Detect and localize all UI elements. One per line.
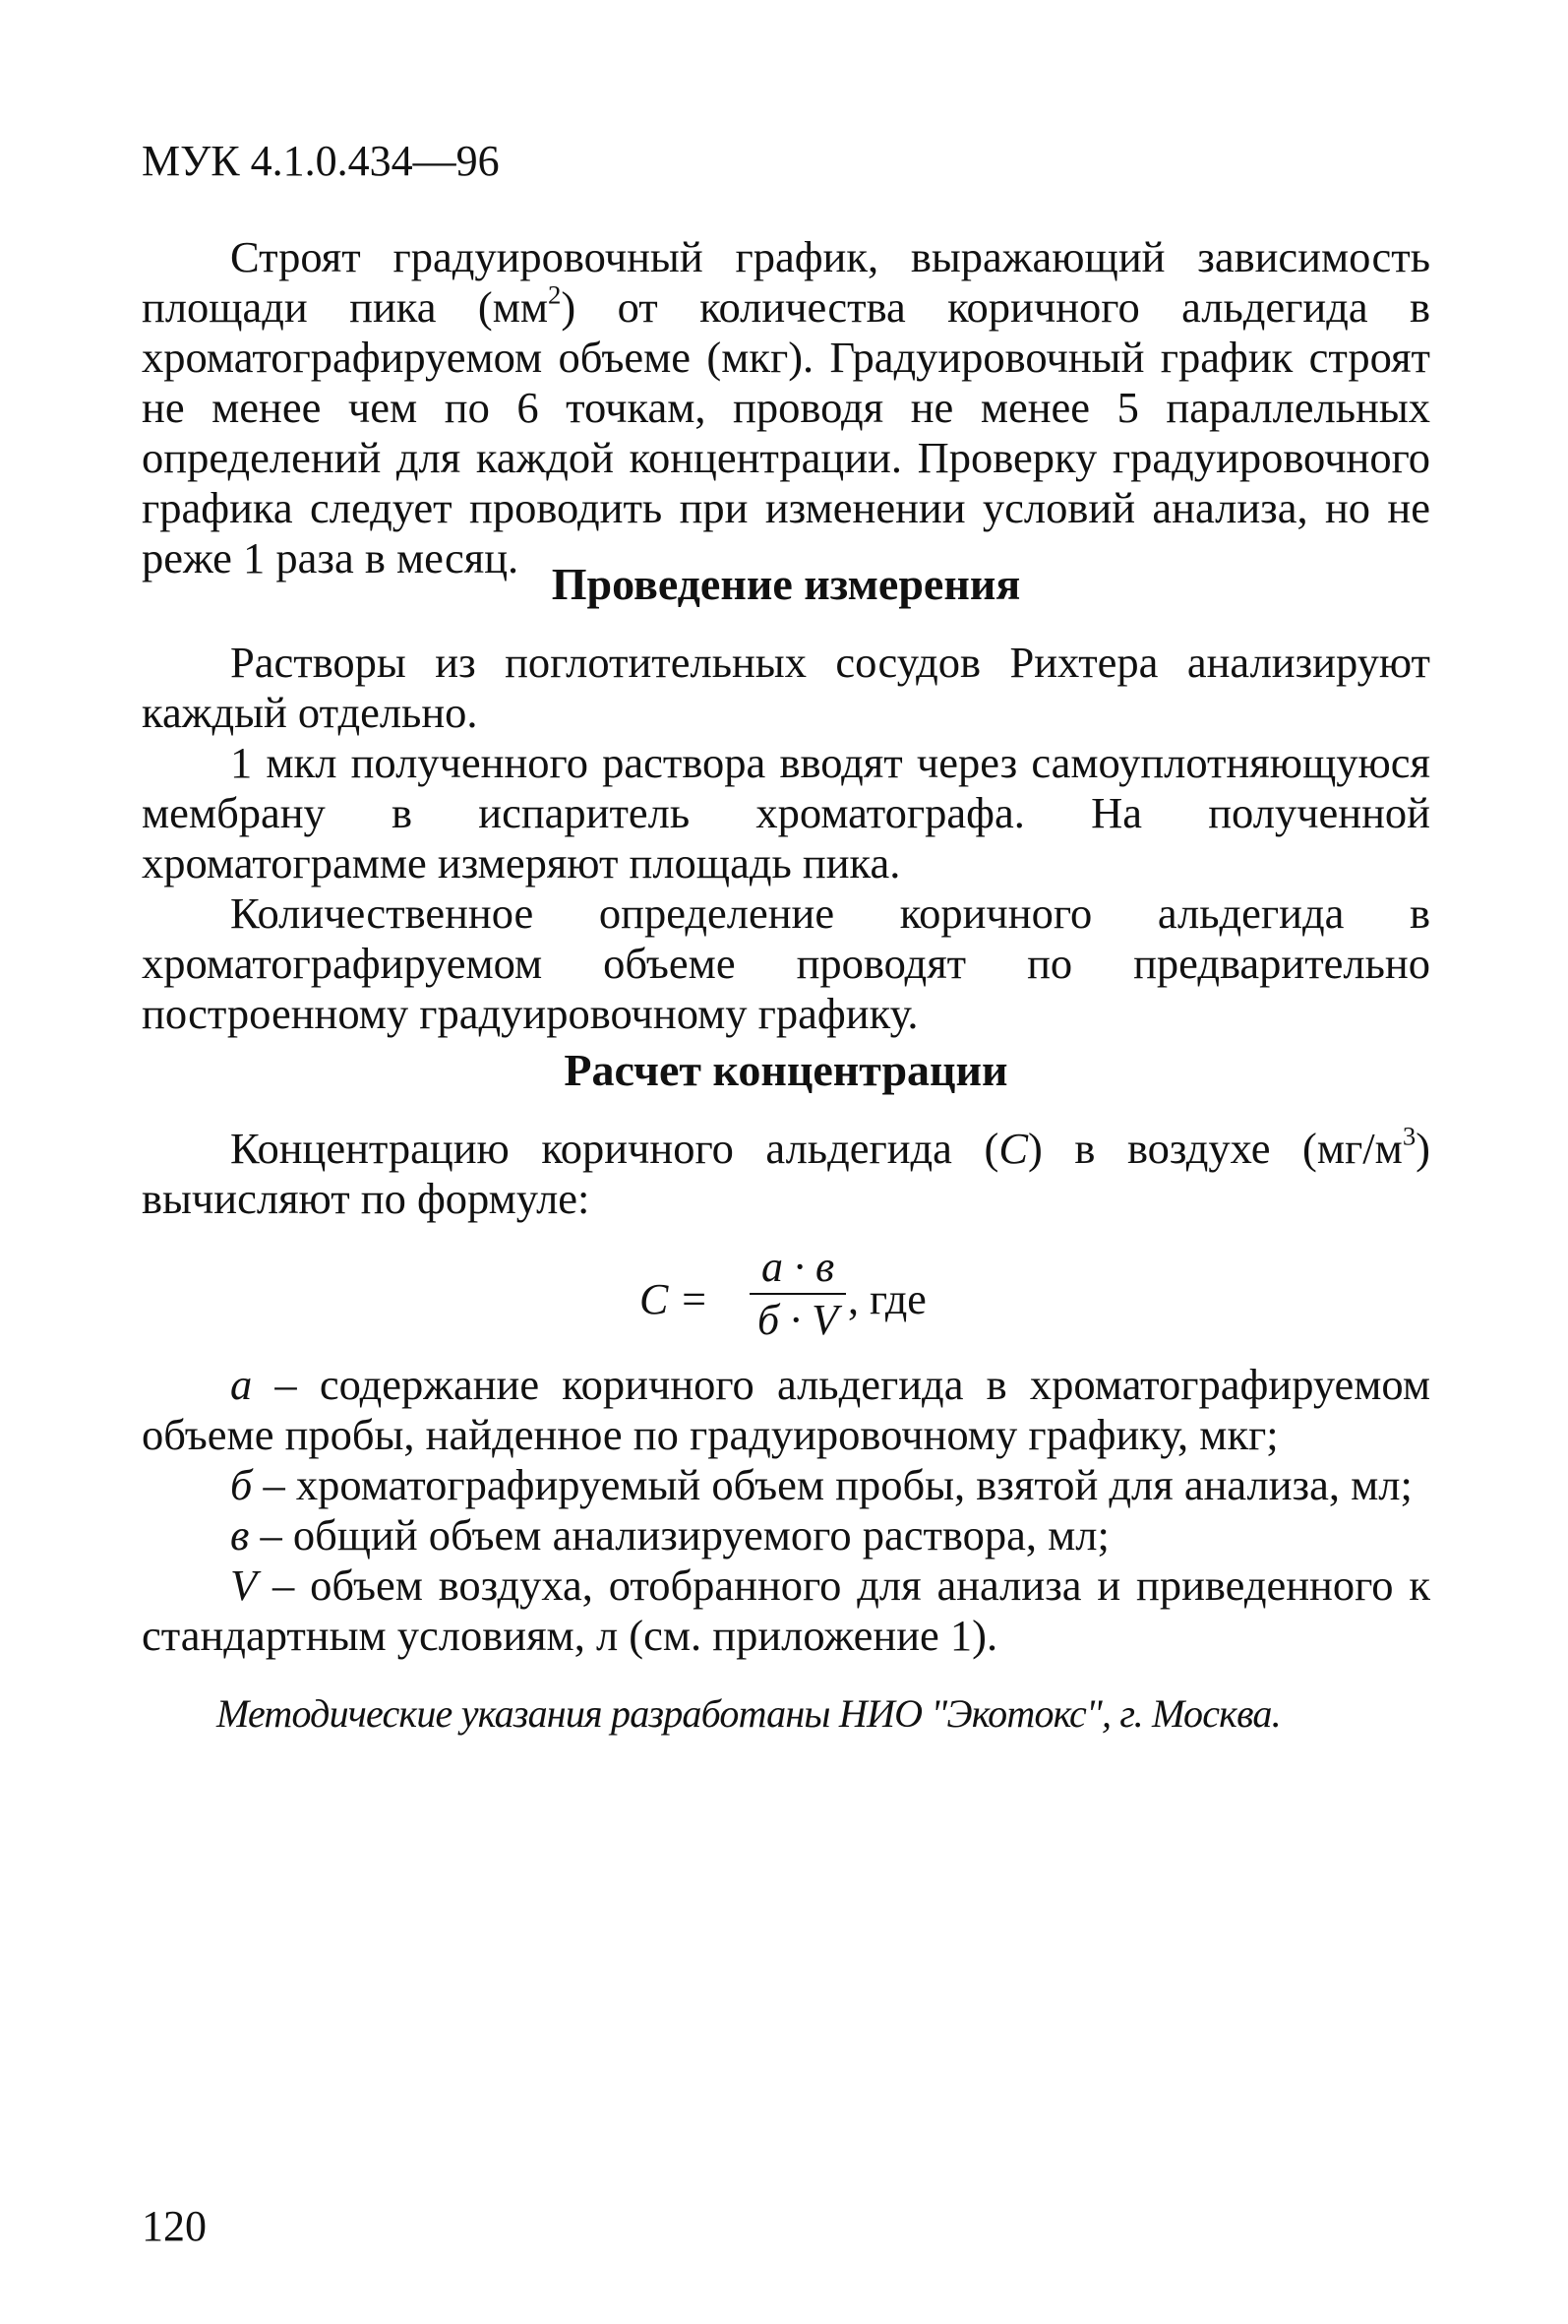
calc-intro-c: ) вычисляют по формуле:: [142, 1124, 1430, 1223]
definition-symbol: в: [230, 1510, 250, 1560]
definition-symbol: б: [230, 1460, 253, 1509]
intro-text-a: Строят градуировочный график, выражающий зависимость площади пика (мм: [142, 232, 1430, 332]
intro-superscript: 2: [548, 279, 562, 310]
definition-volume: [142, 1560, 1430, 1661]
definition-symbol: а: [230, 1360, 253, 1409]
document-code-header: МУК 4.1.0.434—96: [142, 137, 500, 185]
definition-text: – объем воздуха, отобранного для анализа и приведенного к стандартным условиям, л (см. приложение 1).: [142, 1560, 1430, 1660]
calc-intro-b: ) в воздухе (мг/м: [1028, 1124, 1403, 1173]
formula-lhs: С =: [639, 1275, 709, 1323]
definition-v: [142, 1510, 1430, 1560]
formula-fraction: [750, 1242, 846, 1346]
definition-a: [142, 1360, 1430, 1460]
calc-intro-a: Концентрацию коричного альдегида (: [230, 1124, 999, 1173]
measurement-section: [142, 559, 1430, 1039]
definition-text: – содержание коричного альдегида в хроматографируемом объеме пробы, найденное по градуировочному графику, мкг;: [142, 1360, 1430, 1459]
developer-note: Методические указания разработаны НИО "Экотокс", г. Москва.: [216, 1691, 1281, 1736]
calculation-section: [142, 1045, 1430, 1224]
definitions-list: [142, 1360, 1430, 1661]
definition-b: [142, 1460, 1430, 1510]
definition-text: – общий объем анализируемого раствора, мл;: [249, 1510, 1110, 1560]
calculation-heading: Расчет концентрации: [564, 1045, 1008, 1095]
formula-tail: , где: [848, 1275, 927, 1323]
definition-symbol: V: [230, 1560, 258, 1610]
measurement-paragraph-1: Растворы из поглотительных сосудов Рихтера анализируют каждый отдельно.: [142, 638, 1430, 737]
formula-numerator: а · в: [760, 1243, 835, 1291]
calculation-intro: [142, 1121, 1430, 1224]
definition-text: – хроматографируемый объем пробы, взятой для анализа, мл;: [252, 1460, 1413, 1509]
measurement-paragraph-2: 1 мкл полученного раствора вводят через самоуплотняющуюся мембрану в испаритель хроматографа. На полученной хроматограмме измеряют площадь пика.: [142, 738, 1430, 887]
intro-text-b: ) от количества коричного альдегида в хроматографируемом объеме (мкг). Градуировочный график строят не менее чем по 6 точкам, проводя не менее 5 параллельных определений для каждой концентрации. Проверку градуировочного графика следует проводить при изменении условий анализа, но не реже 1 раза в месяц.: [142, 282, 1431, 582]
formula-denominator: б · V: [756, 1296, 838, 1344]
measurement-paragraph-3: Количественное определение коричного альдегида в хроматографируемом объеме проводят по предварительно построенному градуировочному графику.: [142, 888, 1430, 1038]
intro-paragraph: [142, 232, 1430, 583]
intro-block: [142, 232, 1430, 583]
calc-intro-sup: 3: [1402, 1121, 1417, 1151]
page-number: 120: [142, 2202, 207, 2250]
measurement-heading: Проведение измерения: [551, 559, 1021, 609]
calc-intro-var: С: [998, 1124, 1028, 1173]
